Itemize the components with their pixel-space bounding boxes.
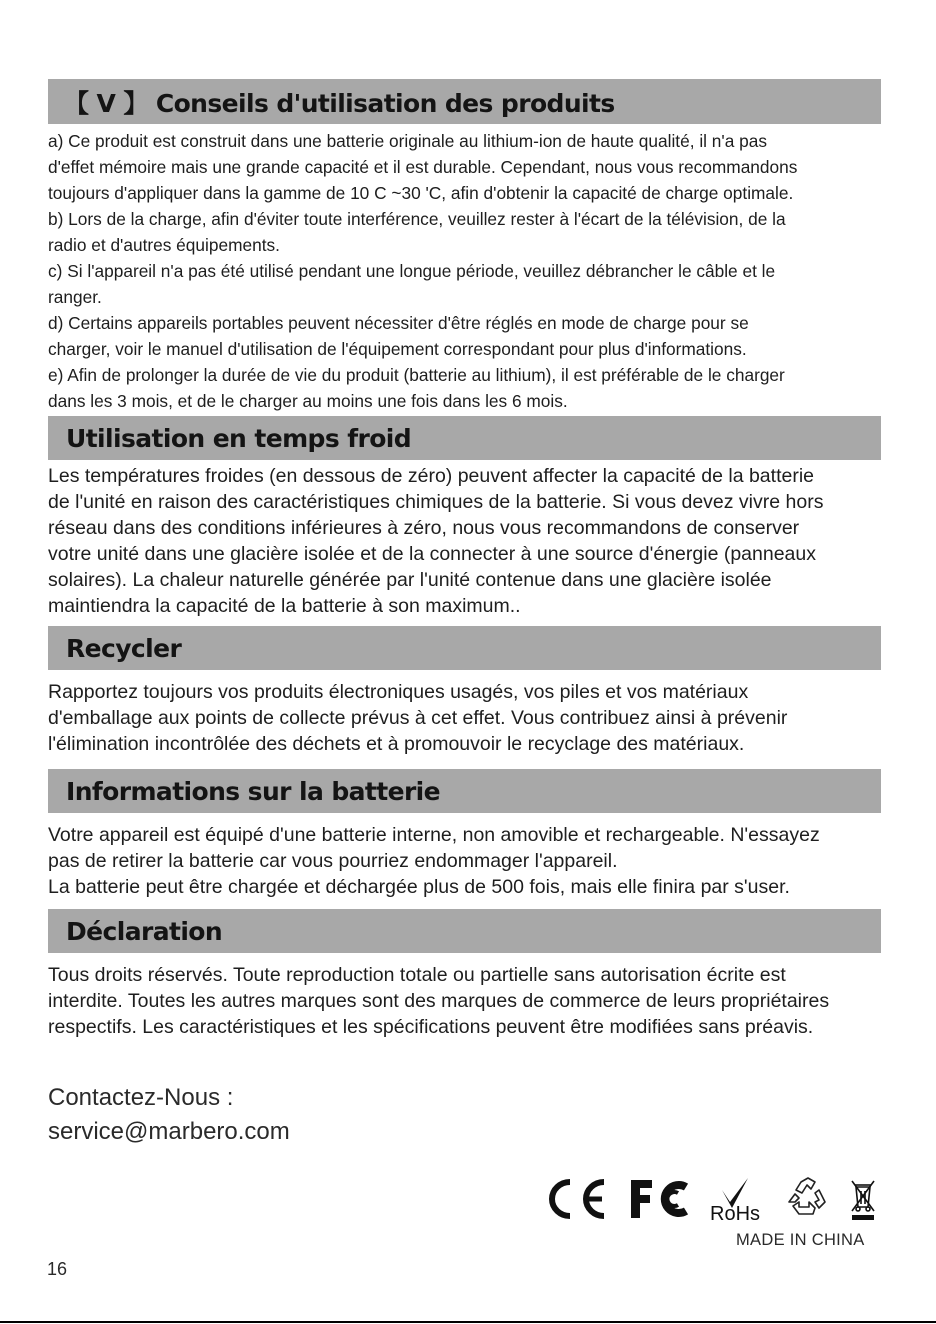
paragraph-line: radio et d'autres équipements. bbox=[48, 235, 280, 255]
paragraph-line: e) Afin de prolonger la durée de vie du produit (batterie au lithium), il est préférable de le charger bbox=[48, 365, 785, 385]
fc-mark-icon bbox=[628, 1178, 690, 1220]
section-heading: Déclaration bbox=[48, 909, 881, 953]
page-number: 16 bbox=[47, 1259, 68, 1279]
paragraph-line: ranger. bbox=[48, 287, 102, 307]
paragraph-line: interdite. Toutes les autres marques sont des marques de commerce de leurs propriétaires bbox=[48, 990, 830, 1012]
section-heading: Recycler bbox=[48, 626, 881, 670]
paragraph-line: de l'unité en raison des caractéristiques chimiques de la batterie. Si vous devez vivre hors bbox=[48, 491, 824, 513]
paragraph-line: c) Si l'appareil n'a pas été utilisé pendant une longue période, veuillez débrancher le câble et le bbox=[48, 261, 776, 281]
section-heading: Utilisation en temps froid bbox=[48, 416, 881, 460]
section-heading: Informations sur la batterie bbox=[48, 769, 881, 813]
recycle-icon bbox=[785, 1176, 831, 1220]
paragraph-line: La batterie peut être chargée et déchargée plus de 500 fois, mais elle finira par s'user. bbox=[48, 876, 790, 898]
paragraph-line: toujours d'appliquer dans la gamme de 10 C ~30 'C, afin d'obtenir la capacité de charge optimale. bbox=[48, 183, 794, 203]
paragraph-line: Rapportez toujours vos produits électroniques usagés, vos piles et vos matériaux bbox=[48, 681, 749, 703]
paragraph-line: pas de retirer la batterie car vous pourriez endommager l'appareil. bbox=[48, 850, 618, 872]
paragraph-line: charger, voir le manuel d'utilisation de l'équipement correspondant pour plus d'informations. bbox=[48, 339, 747, 359]
paragraph-line: d'emballage aux points de collecte prévus à cet effet. Vous contribuez ainsi à prévenir bbox=[48, 707, 788, 729]
crossed-bin-icon bbox=[848, 1175, 878, 1221]
ce-mark-icon bbox=[542, 1178, 608, 1220]
section-declaration bbox=[48, 909, 881, 1040]
paragraph-line: solaires). La chaleur naturelle générée par l'unité contenue dans une glacière isolée bbox=[48, 569, 772, 591]
rohs-mark-icon bbox=[708, 1176, 774, 1224]
paragraph-line: a) Ce produit est construit dans une batterie originale au lithium-ion de haute qualité, il n'a pas bbox=[48, 131, 767, 151]
section-battery-info bbox=[48, 769, 881, 900]
paragraph-line: d) Certains appareils portables peuvent nécessiter d'être réglés en mode de charge pour se bbox=[48, 313, 749, 333]
paragraph-line: votre unité dans une glacière isolée et de la connecter à une source d'énergie (panneaux bbox=[48, 543, 816, 565]
bottom-divider bbox=[0, 1321, 936, 1323]
svg-text:RoHs: RoHs bbox=[710, 1203, 761, 1224]
section-heading: 【 V 】 Conseils d'utilisation des produits bbox=[48, 79, 881, 124]
section-product-tips bbox=[48, 79, 881, 414]
paragraph-line: Votre appareil est équipé d'une batterie interne, non amovible et rechargeable. N'essayez bbox=[48, 824, 820, 846]
paragraph-line: Les températures froides (en dessous de zéro) peuvent affecter la capacité de la batterie bbox=[48, 465, 815, 487]
section-recycle bbox=[48, 626, 881, 757]
made-in-label: MADE IN CHINA bbox=[736, 1231, 865, 1249]
paragraph-line: b) Lors de la charge, afin d'éviter toute interférence, veuillez rester à l'écart de la télévision, de la bbox=[48, 209, 786, 229]
contact-email[interactable]: service@marbero.com bbox=[48, 1118, 290, 1145]
paragraph-line: maintiendra la capacité de la batterie à son maximum.. bbox=[48, 595, 521, 617]
section-cold-weather bbox=[48, 416, 881, 619]
paragraph-line: d'effet mémoire mais une grande capacité et il est durable. Cependant, nous vous recommandons bbox=[48, 157, 798, 177]
paragraph-line: respectifs. Les caractéristiques et les spécifications peuvent être modifiées sans préavis. bbox=[48, 1016, 814, 1038]
paragraph-line: Tous droits réservés. Toute reproduction totale ou partielle sans autorisation écrite est bbox=[48, 964, 786, 986]
certification-logos bbox=[540, 1172, 890, 1232]
contact-label: Contactez-Nous : bbox=[48, 1084, 234, 1111]
paragraph-line: réseau dans des conditions inférieures à zéro, nous vous recommandons de conserver bbox=[48, 517, 800, 539]
paragraph-line: l'élimination incontrôlée des déchets et à promouvoir le recyclage des matériaux. bbox=[48, 733, 745, 755]
contact-block bbox=[48, 1081, 290, 1149]
paragraph-line: dans les 3 mois, et de le charger au moins une fois dans les 6 mois. bbox=[48, 391, 568, 411]
